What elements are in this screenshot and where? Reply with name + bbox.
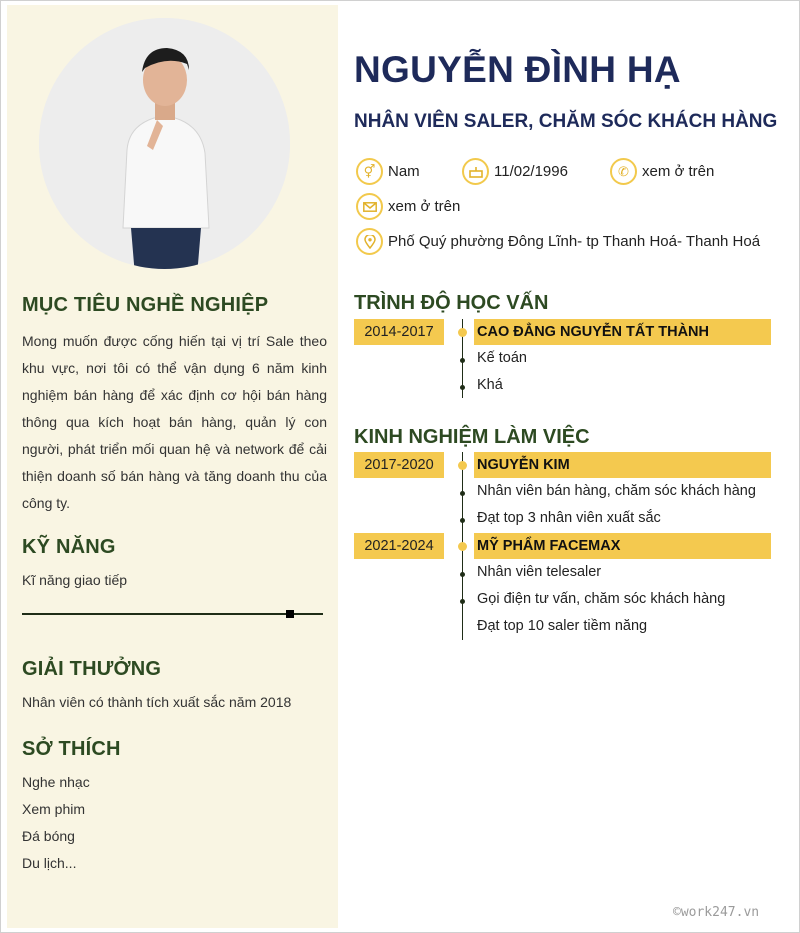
education-grade: Khá [477,377,503,393]
hobby-item: Đá bóng [22,828,75,844]
location-pin-icon [356,228,383,255]
experience-years: 2017-2020 [354,452,444,478]
watermark: ©work247.vn [673,905,760,920]
person-portrait-icon [39,18,290,269]
experience-company: MỸ PHẨM FACEMAX [474,533,771,559]
timeline-bullet [460,491,465,496]
skill-level-bar [22,613,323,615]
timeline-bullet [460,385,465,390]
education-heading: TRÌNH ĐỘ HỌC VẤN [354,292,549,314]
birthday-value: 11/02/1996 [494,163,568,180]
experience-detail: Đạt top 10 saler tiềm năng [477,618,648,634]
timeline-bullet [460,358,465,363]
experience-detail: Gọi điện tư vấn, chăm sóc khách hàng [477,591,726,607]
award-text: Nhân viên có thành tích xuất sắc năm 2018 [22,694,292,710]
objective-heading: MỤC TIÊU NGHỀ NGHIỆP [22,294,269,316]
gender-value: Nam [388,163,420,180]
email-value: xem ở trên [388,198,461,215]
sidebar [7,5,338,928]
objective-text: Mong muốn được cống hiến tại vị trí Sale theo khu vực, nơi tôi có thể vận dụng 6 năm kinh nghiệm bán hàng để xác định cơ hội bán hàng thông qua kích hoạt bán hàng, quản lý con người, phát triển mối quan hệ và network để cải thiện doanh số bán hàng và tăng doanh thu của công ty. [22,333,327,511]
profile-photo [39,18,290,269]
phone-value: xem ở trên [642,163,715,180]
timeline-dot [458,542,467,551]
skill-level-marker [286,610,294,618]
education-years: 2014-2017 [354,319,444,345]
experience-years: 2021-2024 [354,533,444,559]
gender-info [356,158,420,185]
cake-icon [462,158,489,185]
timeline-bullet [460,572,465,577]
email-info [356,193,460,220]
awards-heading: GIẢI THƯỞNG [22,658,162,680]
hobby-item: Nghe nhạc [22,774,90,790]
timeline-dot [458,328,467,337]
experience-detail: Nhân viên bán hàng, chăm sóc khách hàng [477,483,756,499]
experience-detail: Đạt top 3 nhân viên xuất sắc [477,510,661,526]
timeline-dot [458,461,467,470]
address-value: Phố Quý phường Đông Lĩnh- tp Thanh Hoá- Thanh Hoá [388,233,761,250]
address-info [356,228,760,255]
phone-icon: ✆ [610,158,637,185]
skills-heading: KỸ NĂNG [22,536,116,558]
hobbies-heading: SỞ THÍCH [22,738,121,760]
education-major: Kế toán [477,350,527,366]
envelope-icon [356,193,383,220]
job-title: NHÂN VIÊN SALER, CHĂM SÓC KHÁCH HÀNG [354,111,778,132]
candidate-name: NGUYỄN ĐÌNH HẠ [354,49,681,90]
experience-company: NGUYỄN KIM [474,452,771,478]
hobby-item: Du lịch... [22,855,77,871]
phone-info [610,158,714,185]
skill-name: Kĩ năng giao tiếp [22,572,128,588]
timeline-bullet [460,518,465,523]
experience-detail: Nhân viên telesaler [477,564,602,580]
birthday-info [462,158,568,185]
experience-heading: KINH NGHIỆM LÀM VIỆC [354,426,590,448]
hobby-item: Xem phim [22,801,86,817]
gender-icon: ⚥ [356,158,383,185]
timeline-bullet [460,599,465,604]
education-school: CAO ĐẲNG NGUYỄN TẤT THÀNH [474,319,771,345]
